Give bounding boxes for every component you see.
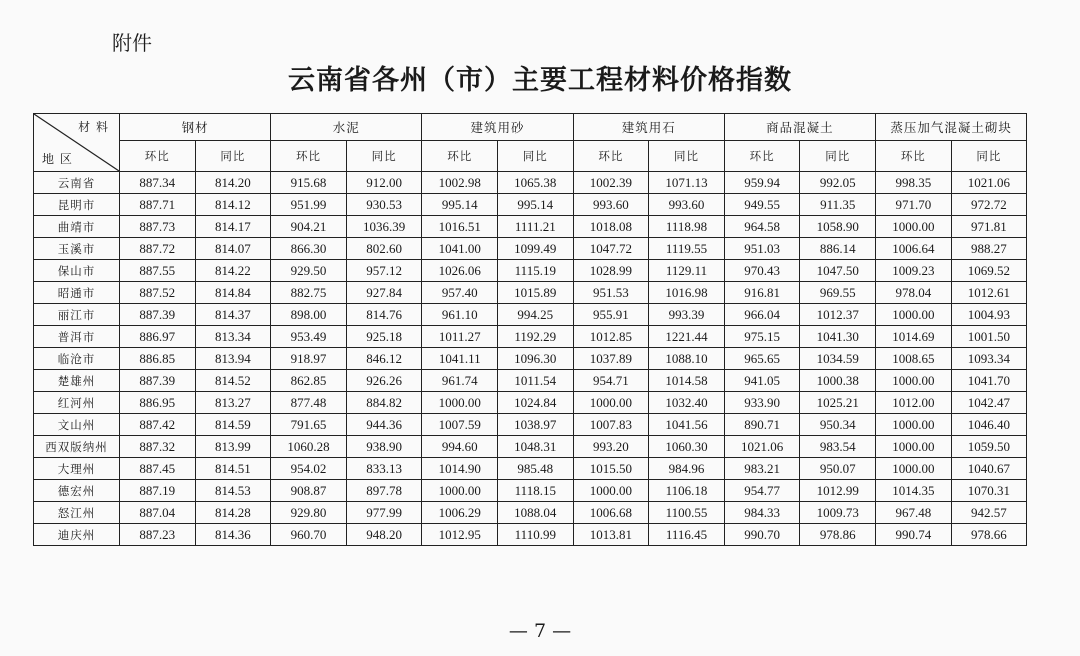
value-cell: 1059.50 <box>951 436 1027 458</box>
value-cell: 814.20 <box>195 172 271 194</box>
value-cell: 814.51 <box>195 458 271 480</box>
value-cell: 814.17 <box>195 216 271 238</box>
value-cell: 1000.00 <box>422 392 498 414</box>
value-cell: 1004.93 <box>951 304 1027 326</box>
value-cell: 887.39 <box>120 370 196 392</box>
value-cell: 887.72 <box>120 238 196 260</box>
value-cell: 1002.39 <box>573 172 649 194</box>
value-cell: 957.12 <box>346 260 422 282</box>
value-cell: 984.96 <box>649 458 725 480</box>
mom-header: 环比 <box>422 141 498 172</box>
value-cell: 993.39 <box>649 304 725 326</box>
value-cell: 877.48 <box>271 392 347 414</box>
corner-region-label: 地 区 <box>42 152 73 166</box>
value-cell: 985.48 <box>498 458 574 480</box>
value-cell: 814.76 <box>346 304 422 326</box>
value-cell: 957.40 <box>422 282 498 304</box>
value-cell: 965.65 <box>724 348 800 370</box>
region-cell: 曲靖市 <box>34 216 120 238</box>
value-cell: 961.74 <box>422 370 498 392</box>
material-header: 蒸压加气混凝土砌块 <box>876 114 1027 141</box>
value-cell: 1009.23 <box>876 260 952 282</box>
value-cell: 1012.99 <box>800 480 876 502</box>
value-cell: 1013.81 <box>573 524 649 546</box>
value-cell: 967.48 <box>876 502 952 524</box>
mom-header: 环比 <box>573 141 649 172</box>
value-cell: 814.22 <box>195 260 271 282</box>
yoy-header: 同比 <box>346 141 422 172</box>
value-cell: 951.53 <box>573 282 649 304</box>
value-cell: 1041.11 <box>422 348 498 370</box>
value-cell: 1060.30 <box>649 436 725 458</box>
sub-header-row <box>34 141 1027 172</box>
attachment-label: 附件 <box>112 31 152 55</box>
table-row <box>34 414 1027 436</box>
value-cell: 953.49 <box>271 326 347 348</box>
value-cell: 813.99 <box>195 436 271 458</box>
value-cell: 1028.99 <box>573 260 649 282</box>
material-header: 建筑用砂 <box>422 114 573 141</box>
value-cell: 941.05 <box>724 370 800 392</box>
value-cell: 1040.67 <box>951 458 1027 480</box>
value-cell: 1012.37 <box>800 304 876 326</box>
value-cell: 887.45 <box>120 458 196 480</box>
value-cell: 1024.84 <box>498 392 574 414</box>
material-header: 水泥 <box>271 114 422 141</box>
value-cell: 1018.08 <box>573 216 649 238</box>
value-cell: 1000.00 <box>876 304 952 326</box>
value-cell: 1000.00 <box>876 414 952 436</box>
value-cell: 993.20 <box>573 436 649 458</box>
value-cell: 951.99 <box>271 194 347 216</box>
value-cell: 814.84 <box>195 282 271 304</box>
value-cell: 1011.27 <box>422 326 498 348</box>
value-cell: 1047.50 <box>800 260 876 282</box>
value-cell: 1012.95 <box>422 524 498 546</box>
value-cell: 998.35 <box>876 172 952 194</box>
value-cell: 1065.38 <box>498 172 574 194</box>
mom-header: 环比 <box>876 141 952 172</box>
value-cell: 887.73 <box>120 216 196 238</box>
value-cell: 813.27 <box>195 392 271 414</box>
value-cell: 1192.29 <box>498 326 574 348</box>
value-cell: 1016.98 <box>649 282 725 304</box>
material-header: 钢材 <box>120 114 271 141</box>
value-cell: 1036.39 <box>346 216 422 238</box>
value-cell: 916.81 <box>724 282 800 304</box>
value-cell: 929.50 <box>271 260 347 282</box>
value-cell: 925.18 <box>346 326 422 348</box>
material-header-row <box>34 114 1027 141</box>
value-cell: 1015.89 <box>498 282 574 304</box>
value-cell: 791.65 <box>271 414 347 436</box>
value-cell: 1014.90 <box>422 458 498 480</box>
value-cell: 961.10 <box>422 304 498 326</box>
region-cell: 昭通市 <box>34 282 120 304</box>
table-row <box>34 304 1027 326</box>
table-row <box>34 370 1027 392</box>
value-cell: 1002.98 <box>422 172 498 194</box>
corner-header <box>34 114 120 172</box>
value-cell: 1093.34 <box>951 348 1027 370</box>
value-cell: 1048.31 <box>498 436 574 458</box>
region-cell: 德宏州 <box>34 480 120 502</box>
value-cell: 1014.58 <box>649 370 725 392</box>
region-cell: 昆明市 <box>34 194 120 216</box>
value-cell: 960.70 <box>271 524 347 546</box>
value-cell: 1041.56 <box>649 414 725 436</box>
value-cell: 814.12 <box>195 194 271 216</box>
region-cell: 大理州 <box>34 458 120 480</box>
value-cell: 846.12 <box>346 348 422 370</box>
value-cell: 930.53 <box>346 194 422 216</box>
region-cell: 玉溪市 <box>34 238 120 260</box>
value-cell: 1129.11 <box>649 260 725 282</box>
value-cell: 1007.83 <box>573 414 649 436</box>
value-cell: 887.42 <box>120 414 196 436</box>
value-cell: 949.55 <box>724 194 800 216</box>
value-cell: 1041.00 <box>422 238 498 260</box>
value-cell: 1000.00 <box>422 480 498 502</box>
value-cell: 1006.68 <box>573 502 649 524</box>
value-cell: 887.71 <box>120 194 196 216</box>
value-cell: 1000.38 <box>800 370 876 392</box>
value-cell: 995.14 <box>498 194 574 216</box>
region-cell: 怒江州 <box>34 502 120 524</box>
value-cell: 1016.51 <box>422 216 498 238</box>
region-cell: 普洱市 <box>34 326 120 348</box>
value-cell: 1071.13 <box>649 172 725 194</box>
value-cell: 1014.35 <box>876 480 952 502</box>
value-cell: 862.85 <box>271 370 347 392</box>
value-cell: 1000.00 <box>876 370 952 392</box>
mom-header: 环比 <box>120 141 196 172</box>
value-cell: 898.00 <box>271 304 347 326</box>
value-cell: 1007.59 <box>422 414 498 436</box>
value-cell: 814.52 <box>195 370 271 392</box>
table-row <box>34 238 1027 260</box>
value-cell: 814.07 <box>195 238 271 260</box>
value-cell: 911.35 <box>800 194 876 216</box>
table-body <box>34 172 1027 546</box>
value-cell: 1000.00 <box>573 480 649 502</box>
value-cell: 942.57 <box>951 502 1027 524</box>
value-cell: 1009.73 <box>800 502 876 524</box>
value-cell: 887.34 <box>120 172 196 194</box>
value-cell: 915.68 <box>271 172 347 194</box>
value-cell: 1000.00 <box>876 216 952 238</box>
value-cell: 813.94 <box>195 348 271 370</box>
value-cell: 992.05 <box>800 172 876 194</box>
value-cell: 886.85 <box>120 348 196 370</box>
table-row <box>34 458 1027 480</box>
value-cell: 886.95 <box>120 392 196 414</box>
value-cell: 955.91 <box>573 304 649 326</box>
value-cell: 964.58 <box>724 216 800 238</box>
value-cell: 814.53 <box>195 480 271 502</box>
value-cell: 912.00 <box>346 172 422 194</box>
value-cell: 954.02 <box>271 458 347 480</box>
value-cell: 1047.72 <box>573 238 649 260</box>
value-cell: 933.90 <box>724 392 800 414</box>
value-cell: 1038.97 <box>498 414 574 436</box>
value-cell: 1096.30 <box>498 348 574 370</box>
value-cell: 995.14 <box>422 194 498 216</box>
value-cell: 959.94 <box>724 172 800 194</box>
value-cell: 1011.54 <box>498 370 574 392</box>
price-index-table <box>33 113 1027 546</box>
value-cell: 886.14 <box>800 238 876 260</box>
value-cell: 966.04 <box>724 304 800 326</box>
table-row <box>34 480 1027 502</box>
value-cell: 890.71 <box>724 414 800 436</box>
region-cell: 保山市 <box>34 260 120 282</box>
value-cell: 993.60 <box>649 194 725 216</box>
value-cell: 1100.55 <box>649 502 725 524</box>
value-cell: 1058.90 <box>800 216 876 238</box>
material-header: 商品混凝土 <box>724 114 875 141</box>
value-cell: 944.36 <box>346 414 422 436</box>
yoy-header: 同比 <box>195 141 271 172</box>
value-cell: 887.23 <box>120 524 196 546</box>
value-cell: 978.66 <box>951 524 1027 546</box>
value-cell: 814.59 <box>195 414 271 436</box>
value-cell: 978.86 <box>800 524 876 546</box>
value-cell: 927.84 <box>346 282 422 304</box>
yoy-header: 同比 <box>800 141 876 172</box>
value-cell: 1001.50 <box>951 326 1027 348</box>
value-cell: 1060.28 <box>271 436 347 458</box>
value-cell: 1088.10 <box>649 348 725 370</box>
corner-material-label: 材 料 <box>78 120 109 134</box>
value-cell: 970.43 <box>724 260 800 282</box>
mom-header: 环比 <box>724 141 800 172</box>
value-cell: 994.25 <box>498 304 574 326</box>
value-cell: 950.34 <box>800 414 876 436</box>
value-cell: 908.87 <box>271 480 347 502</box>
value-cell: 1012.61 <box>951 282 1027 304</box>
value-cell: 969.55 <box>800 282 876 304</box>
region-cell: 西双版纳州 <box>34 436 120 458</box>
value-cell: 1116.45 <box>649 524 725 546</box>
value-cell: 1012.00 <box>876 392 952 414</box>
value-cell: 887.32 <box>120 436 196 458</box>
region-cell: 云南省 <box>34 172 120 194</box>
value-cell: 1099.49 <box>498 238 574 260</box>
value-cell: 1025.21 <box>800 392 876 414</box>
value-cell: 887.04 <box>120 502 196 524</box>
value-cell: 1110.99 <box>498 524 574 546</box>
value-cell: 1088.04 <box>498 502 574 524</box>
value-cell: 1041.70 <box>951 370 1027 392</box>
value-cell: 975.15 <box>724 326 800 348</box>
value-cell: 971.70 <box>876 194 952 216</box>
yoy-header: 同比 <box>649 141 725 172</box>
table-row <box>34 524 1027 546</box>
table-row <box>34 392 1027 414</box>
value-cell: 929.80 <box>271 502 347 524</box>
value-cell: 918.97 <box>271 348 347 370</box>
value-cell: 990.70 <box>724 524 800 546</box>
value-cell: 990.74 <box>876 524 952 546</box>
value-cell: 1070.31 <box>951 480 1027 502</box>
value-cell: 1042.47 <box>951 392 1027 414</box>
table-row <box>34 436 1027 458</box>
value-cell: 1106.18 <box>649 480 725 502</box>
value-cell: 882.75 <box>271 282 347 304</box>
value-cell: 802.60 <box>346 238 422 260</box>
table-row <box>34 194 1027 216</box>
value-cell: 814.37 <box>195 304 271 326</box>
value-cell: 813.34 <box>195 326 271 348</box>
value-cell: 1037.89 <box>573 348 649 370</box>
value-cell: 887.52 <box>120 282 196 304</box>
value-cell: 1008.65 <box>876 348 952 370</box>
value-cell: 994.60 <box>422 436 498 458</box>
value-cell: 954.71 <box>573 370 649 392</box>
value-cell: 1012.85 <box>573 326 649 348</box>
value-cell: 897.78 <box>346 480 422 502</box>
value-cell: 1118.15 <box>498 480 574 502</box>
value-cell: 1000.00 <box>876 436 952 458</box>
region-cell: 楚雄州 <box>34 370 120 392</box>
value-cell: 887.55 <box>120 260 196 282</box>
value-cell: 950.07 <box>800 458 876 480</box>
value-cell: 1015.50 <box>573 458 649 480</box>
table-row <box>34 172 1027 194</box>
table-row <box>34 216 1027 238</box>
mom-header: 环比 <box>271 141 347 172</box>
value-cell: 993.60 <box>573 194 649 216</box>
value-cell: 884.82 <box>346 392 422 414</box>
value-cell: 1014.69 <box>876 326 952 348</box>
value-cell: 1115.19 <box>498 260 574 282</box>
material-header: 建筑用石 <box>573 114 724 141</box>
value-cell: 1026.06 <box>422 260 498 282</box>
value-cell: 1111.21 <box>498 216 574 238</box>
value-cell: 1069.52 <box>951 260 1027 282</box>
value-cell: 984.33 <box>724 502 800 524</box>
table-row <box>34 326 1027 348</box>
value-cell: 972.72 <box>951 194 1027 216</box>
value-cell: 833.13 <box>346 458 422 480</box>
value-cell: 971.81 <box>951 216 1027 238</box>
yoy-header: 同比 <box>498 141 574 172</box>
value-cell: 951.03 <box>724 238 800 260</box>
value-cell: 1006.29 <box>422 502 498 524</box>
value-cell: 938.90 <box>346 436 422 458</box>
value-cell: 1006.64 <box>876 238 952 260</box>
region-cell: 丽江市 <box>34 304 120 326</box>
table-row <box>34 260 1027 282</box>
value-cell: 904.21 <box>271 216 347 238</box>
region-cell: 迪庆州 <box>34 524 120 546</box>
value-cell: 866.30 <box>271 238 347 260</box>
region-cell: 文山州 <box>34 414 120 436</box>
value-cell: 978.04 <box>876 282 952 304</box>
value-cell: 1119.55 <box>649 238 725 260</box>
value-cell: 814.36 <box>195 524 271 546</box>
value-cell: 1021.06 <box>951 172 1027 194</box>
value-cell: 814.28 <box>195 502 271 524</box>
page-title: 云南省各州（市）主要工程材料价格指数 <box>288 65 792 96</box>
value-cell: 977.99 <box>346 502 422 524</box>
value-cell: 948.20 <box>346 524 422 546</box>
value-cell: 926.26 <box>346 370 422 392</box>
value-cell: 983.54 <box>800 436 876 458</box>
yoy-header: 同比 <box>951 141 1027 172</box>
value-cell: 1034.59 <box>800 348 876 370</box>
page-number: — 7 — <box>508 620 572 642</box>
value-cell: 1000.00 <box>573 392 649 414</box>
value-cell: 983.21 <box>724 458 800 480</box>
value-cell: 988.27 <box>951 238 1027 260</box>
value-cell: 1118.98 <box>649 216 725 238</box>
table-row <box>34 282 1027 304</box>
region-cell: 红河州 <box>34 392 120 414</box>
value-cell: 1046.40 <box>951 414 1027 436</box>
table-row <box>34 348 1027 370</box>
value-cell: 1221.44 <box>649 326 725 348</box>
region-cell: 临沧市 <box>34 348 120 370</box>
value-cell: 887.39 <box>120 304 196 326</box>
value-cell: 1032.40 <box>649 392 725 414</box>
value-cell: 954.77 <box>724 480 800 502</box>
value-cell: 1021.06 <box>724 436 800 458</box>
value-cell: 1041.30 <box>800 326 876 348</box>
table-row <box>34 502 1027 524</box>
value-cell: 886.97 <box>120 326 196 348</box>
value-cell: 887.19 <box>120 480 196 502</box>
value-cell: 1000.00 <box>876 458 952 480</box>
